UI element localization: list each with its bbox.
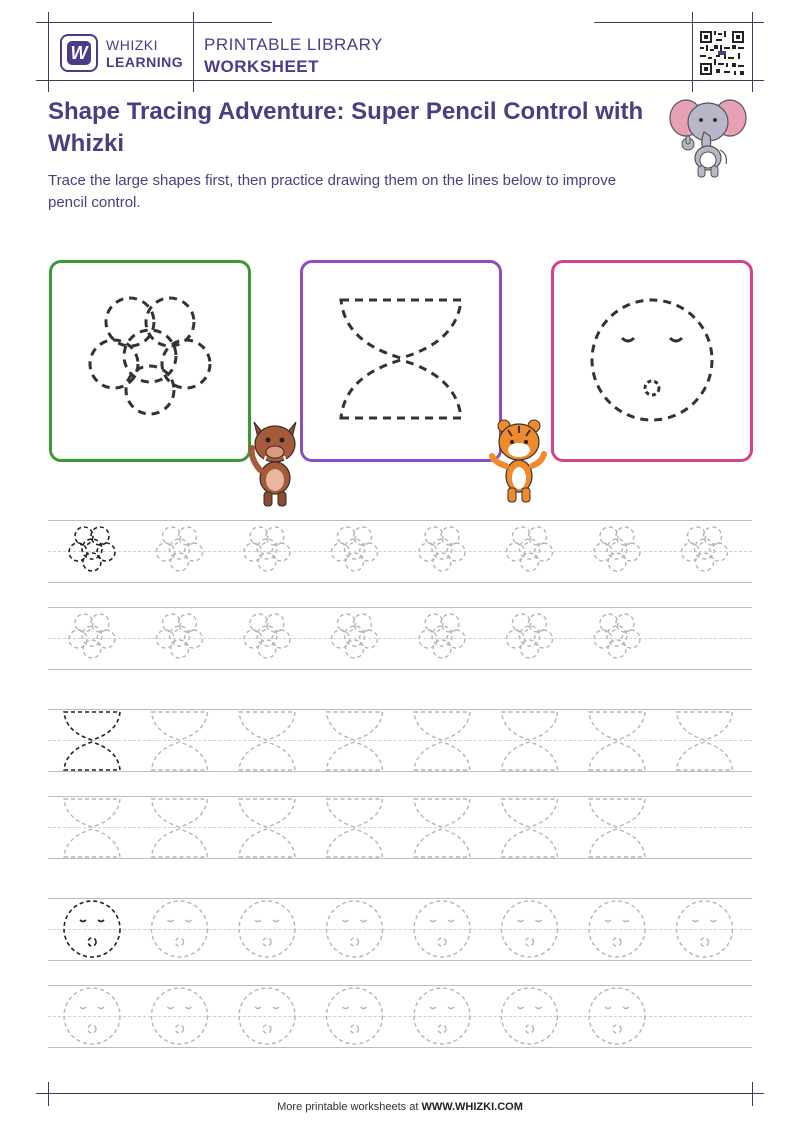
practice-flower-shape	[332, 614, 378, 658]
practice-face-shape	[152, 901, 208, 957]
brand-name: WHIZKI	[106, 37, 158, 53]
practice-hourglass-shape	[589, 799, 645, 857]
practice-flower-shape	[157, 527, 203, 571]
practice-face-shape	[327, 901, 383, 957]
practice-flower-shape	[594, 614, 640, 658]
footer-rule	[36, 1093, 764, 1094]
practice-flower-shape	[507, 614, 553, 658]
brand-subname: LEARNING	[106, 54, 184, 70]
practice-flower-shape	[682, 527, 728, 571]
practice-hourglass-shape	[327, 799, 383, 857]
practice-face-shape	[239, 901, 295, 957]
practice-hourglass-shape	[152, 712, 208, 770]
practice-flower-shape	[507, 527, 553, 571]
practice-flower-shape	[419, 614, 465, 658]
practice-face-shape	[64, 901, 120, 957]
practice-flower-shape	[332, 527, 378, 571]
practice-flower-shape	[69, 614, 115, 658]
practice-face-shape	[589, 988, 645, 1044]
practice-flower-shape	[244, 614, 290, 658]
practice-flower-shape	[594, 527, 640, 571]
practice-flower-shape	[419, 527, 465, 571]
library-label: PRINTABLE LIBRARY	[204, 35, 383, 54]
practice-face-shape	[152, 988, 208, 1044]
practice-face-shape	[677, 901, 733, 957]
practice-face-shape	[414, 988, 470, 1044]
practice-hourglass-shape	[327, 712, 383, 770]
practice-flower-shape	[157, 614, 203, 658]
practice-hourglass-shape	[589, 712, 645, 770]
practice-face-shape	[414, 901, 470, 957]
practice-hourglass-shape	[64, 799, 120, 857]
worksheet-title: Shape Tracing Adventure: Super Pencil Control with Whizki	[48, 98, 644, 157]
practice-hourglass-shape	[677, 712, 733, 770]
practice-face-shape	[327, 988, 383, 1044]
footer-link[interactable]: WWW.WHIZKI.COM	[421, 1101, 523, 1113]
practice-hourglass-shape	[414, 799, 470, 857]
practice-face-shape	[239, 988, 295, 1044]
worksheet-instructions: Trace the large shapes first, then practice drawing them on the lines below to improve pencil control.	[48, 172, 617, 211]
practice-flower-shape	[69, 527, 115, 571]
practice-face-shape	[502, 988, 558, 1044]
practice-flower-shape	[244, 527, 290, 571]
logo-letter: W	[67, 41, 91, 65]
practice-hourglass-shape	[64, 712, 120, 770]
practice-hourglass-shape	[152, 799, 208, 857]
practice-face-shape	[64, 988, 120, 1044]
worksheet-label: WORKSHEET	[204, 57, 319, 76]
practice-face-shape	[502, 901, 558, 957]
practice-hourglass-shape	[502, 712, 558, 770]
practice-hourglass-shape	[502, 799, 558, 857]
footer-text: More printable worksheets at	[277, 1101, 422, 1113]
practice-hourglass-shape	[414, 712, 470, 770]
practice-hourglass-shape	[239, 712, 295, 770]
practice-face-shape	[589, 901, 645, 957]
footer-note	[0, 1101, 800, 1113]
practice-hourglass-shape	[239, 799, 295, 857]
